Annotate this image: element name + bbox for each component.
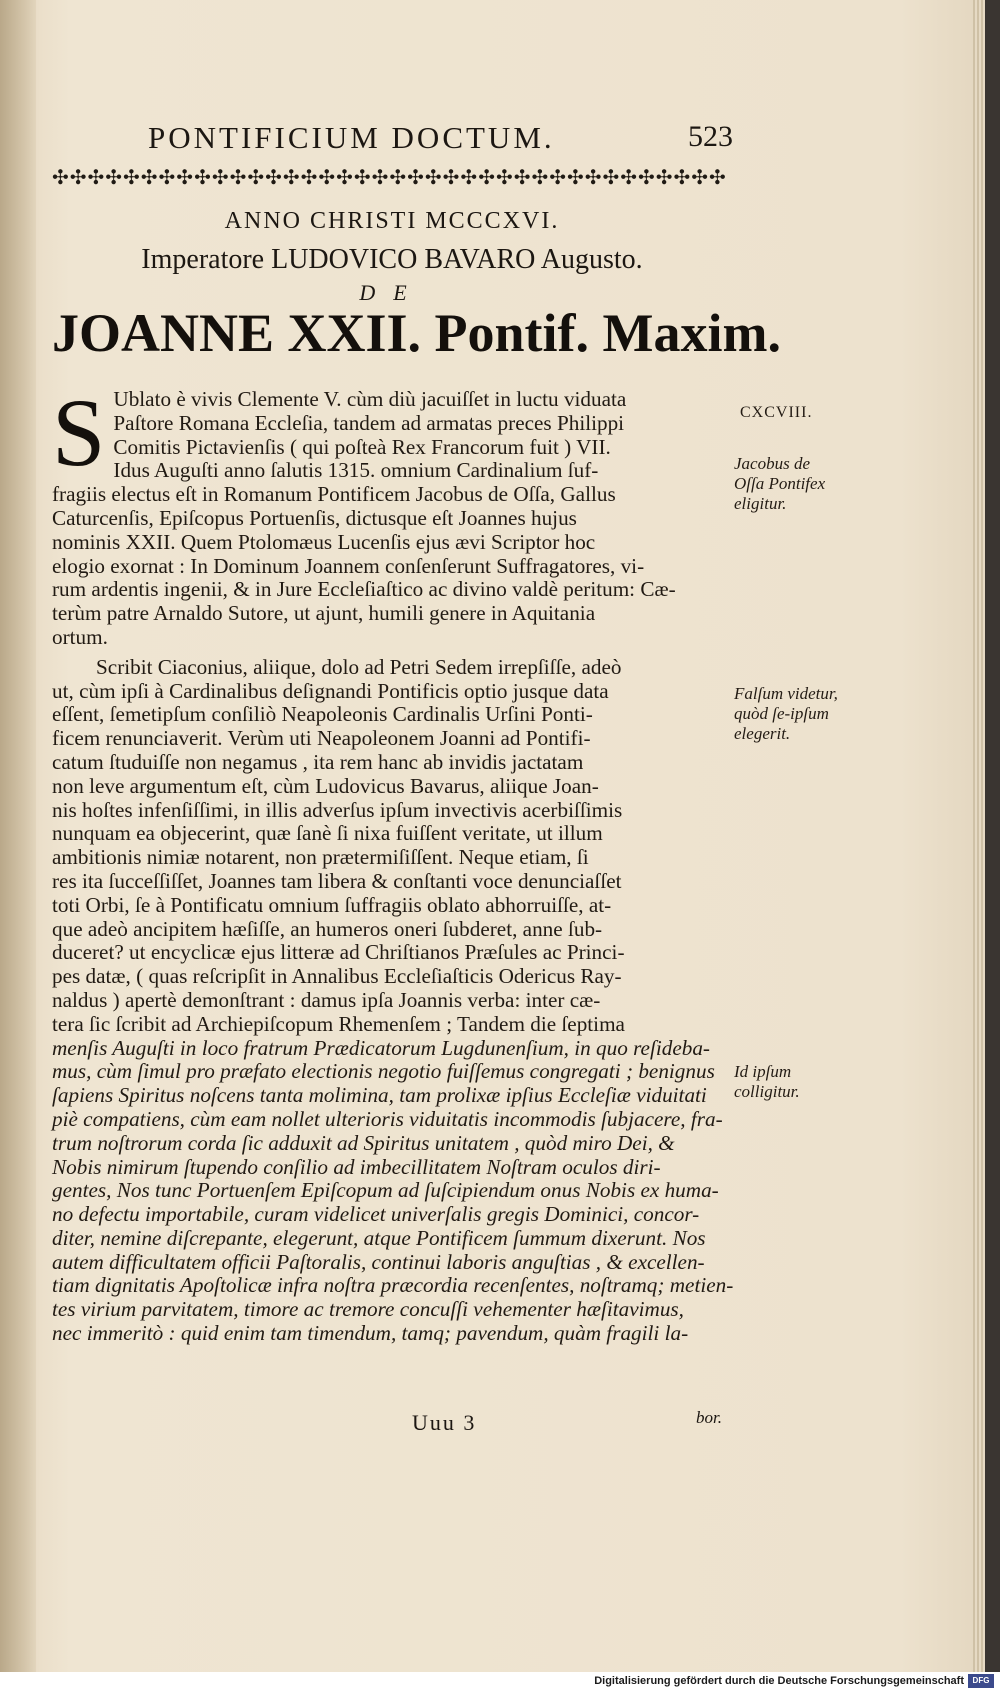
text-line: tes virium parvitatem, timore ac tremore concuſſi vehementer hæſitavimus, [52,1297,684,1322]
signature-mark: Uuu 3 [412,1410,477,1435]
paragraph-1 [52,379,732,650]
text-line: naldus ) apertè demonſtrant : damus ipſa Joannis verba: inter cæ- [52,987,601,1012]
text-line: res ita ſucceſſiſſet, Joannes tam libera & conſtanti voce denunciaſſet [52,868,622,893]
text-line: duceret? ut encyclicæ ejus litteræ ad Chriſtianos Præſules ac Princi- [52,940,625,965]
margin-note-jacobus: Jacobus de Oſſa Pontifex eligitur. [734,454,826,513]
text-line: pes datæ, ( quas reſcripſit in Annalibus Eccleſiaſticis Odericus Ray- [52,964,622,989]
text-line: rum ardentis ingenii, & in Jure Eccleſiaſtico ac divino valdè peritum: Cæ- [52,577,676,602]
text-line: elogio exornat : In Dominum Joannem conſenſerunt Suffragatores, vi- [52,553,645,578]
text-line: Caturcenſis, Epiſcopus Portuenſis, dictusque eſt Joannes hujus [52,505,577,530]
margin-section-number: CXCVIII. [740,404,813,421]
text-line: nunquam ea objecerint, quæ ſanè ſi nixa fuiſſent veritate, ut illum [52,821,603,846]
text-line: ut, cùm ipſi à Cardinalibus deſignandi Pontificis optio jusque data [52,678,609,703]
text-line: Ublato è vivis Clemente V. cùm diù jacuiſſet in luctu viduata [113,387,627,411]
text-line: tera ſic ſcribit ad Archiepiſcopum Rhemenſem ; Tandem die ſeptima [52,1011,625,1036]
text-line: Comitis Pictavienſis ( qui poſteà Rex Francorum fuit ) VII. [113,434,611,459]
de-heading: DE [359,280,425,305]
margin-note-id-ipsum: Id ipſum colligitur. [734,1062,800,1101]
drop-cap: S [52,379,106,486]
text-line: toti Orbi, ſe à Pontificatu omnium ſuffragiis oblato abhorruiſſe, at- [52,892,612,917]
text-line: ſapiens Spiritus noſcens tanta molimina, tam prolixæ ipſius Eccleſiæ viduitati [52,1083,707,1108]
previous-page-gutter [0,0,36,1672]
text-line: gentes, Nos tunc Portuenſem Epiſcopum ad ſuſcipiendum onus Nobis ex huma- [52,1178,719,1203]
text-line: terùm patre Arnaldo Sutore, ut ajunt, humili genere in Aquitania [52,601,596,626]
running-head: PONTIFICIUM DOCTUM. [148,120,555,155]
text-line: Scribit Ciaconius, aliique, dolo ad Petri Sedem irrepſiſſe, adeò [96,654,622,679]
text-line: ambitionis nimiæ notarent, non prætermiſiſſent. Neque etiam, ſi [52,845,589,870]
text-line: catum ſtuduiſſe non negamus , ita rem hanc ab invidis jactatam [52,749,584,774]
text-line: ortum. [52,624,108,649]
text-line: nec immeritò : quid enim tam timendum, tamq; pavendum, quàm fragili la- [52,1321,689,1346]
text-line: Idus Auguſti anno ſalutis 1315. omnium Cardinalium ſuf- [113,458,599,483]
paragraph-2 [52,656,732,1346]
text-line: Paſtore Romana Eccleſia, tandem ad armatas preces Philippi [113,410,625,435]
main-title: JOANNE XXII. Pontif. Maxim. [52,303,781,363]
dfg-logo: DFG [968,1674,994,1688]
body-text [52,379,734,1346]
text-line: que adeò ancipitem hæſiſſe, an humeros oneri ſubderet, anne ſub- [52,916,603,941]
text-line: ficem renunciaverit. Verùm uti Neapoleonem Joanni ad Pontifi- [52,726,591,751]
digitization-credit: Digitalisierung gefördert durch die Deutsche Forschungsgemeinschaft [594,1675,964,1687]
page-header [148,120,733,160]
text-line: eſſent, ſemetipſum conſiliò Neapoleonis Cardinalis Urſini Ponti- [52,702,593,727]
page-edge [973,0,985,1672]
text-line: diter, nemine diſcrepante, elegerunt, atque Pontificem ſummum dixerunt. Nos [52,1225,706,1250]
text-line: piè compatiens, cùm eam nollet ulterioris viduitatis incommodis ſubjacere, fra- [52,1106,723,1131]
text-line: fragiis electus eſt in Romanum Pontificem Jacobus de Oſſa, Gallus [52,482,616,507]
anno-heading: ANNO CHRISTI MCCCXVI. [224,208,560,234]
text-line: menſis Auguſti in loco fratrum Prædicatorum Lugdunenſium, in quo reſideba- [52,1035,710,1060]
text-line: nis hoſtes infenſiſſimi, in illis adverſus ipſum invectivis acerbiſſimis [52,797,623,822]
imperatore-heading: Imperatore LUDOVICO BAVARO Augusto. [141,244,643,275]
ornament-border: ✣✣✣✣✣✣✣✣✣✣✣✣✣✣✣✣✣✣✣✣✣✣✣✣✣✣✣✣✣✣✣✣✣✣✣✣✣✣ [52,167,727,189]
catchword: bor. [696,1408,722,1427]
text-line: nominis XXII. Quem Ptolomæus Lucenſis ejus ævi Scriptor hoc [52,529,596,554]
text-line: tiam dignitatis Apoſtolicæ infra noſtra præcordia recenſentes, noſtramq; metien- [52,1273,734,1298]
text-line: no defectu importabile, curam videlicet univerſalis gregis Dominici, concor- [52,1202,700,1227]
page-number: 523 [688,120,733,153]
text-line: autem difficultatem officii Paſtoralis, continui laboris anguſtias , & excellen- [52,1249,705,1274]
text-line: trum noſtrorum corda ſic adduxit ad Spiritus unitatem , quòd miro Dei, & [52,1130,675,1155]
text-line: mus, cùm ſimul pro præfato electionis negotio fuiſſemus congregati ; benignus [52,1059,715,1084]
margin-note-falsum: Falſum videtur, quòd ſe-ipſum elegerit. [734,684,838,743]
text-line: non leve argumentum eſt, cùm Ludovicus Bavarus, aliique Joan- [52,773,599,798]
text-line: Nobis nimirum ſtupendo conſilio ad imbecillitatem Noſtram oculos diri- [52,1154,661,1179]
